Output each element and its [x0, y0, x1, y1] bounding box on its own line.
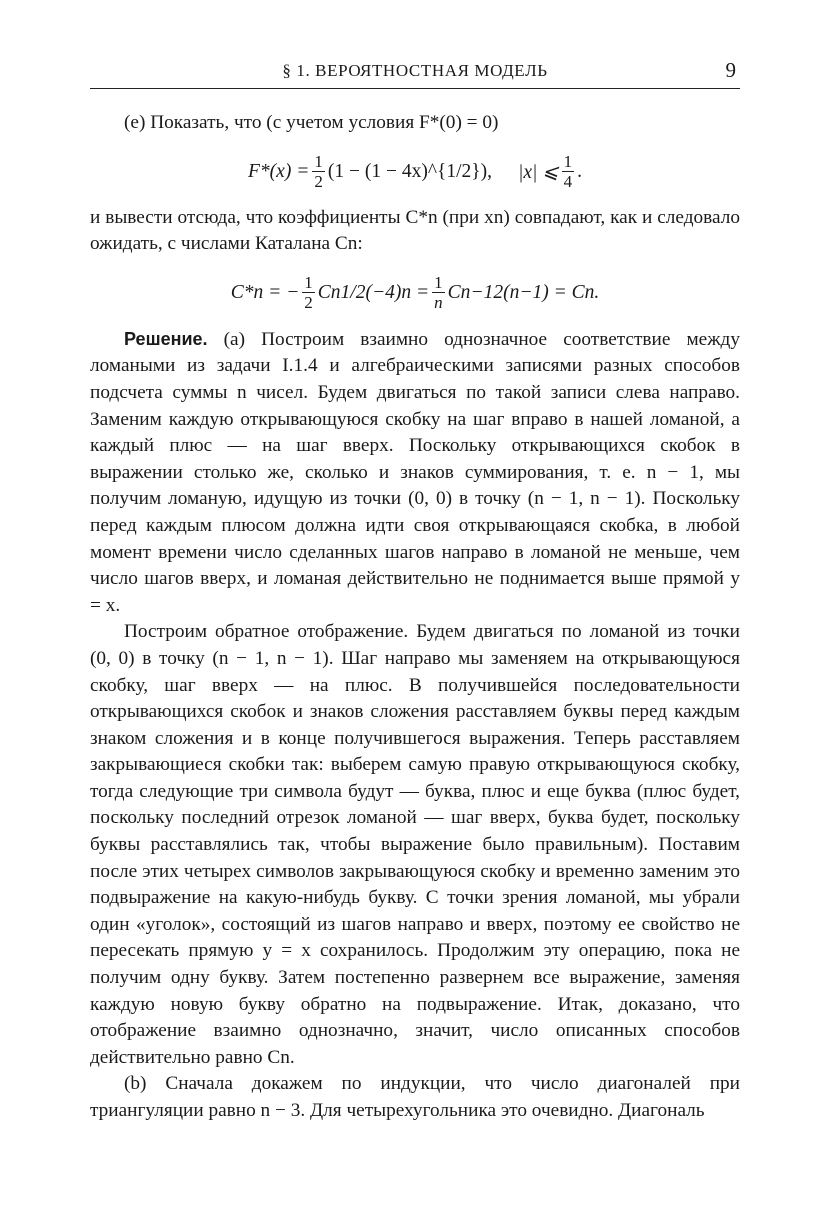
eq1-lhs: F*(x) = — [248, 160, 310, 182]
eq1-body: (1 − (1 − 4x)^{1/2}), — [327, 160, 492, 182]
running-header — [90, 58, 740, 89]
solution-paragraph-a — [90, 326, 740, 620]
eq2-lhs: C*n = − — [230, 281, 300, 303]
equation-catalan — [90, 266, 740, 320]
equation-generating-function: F*(x) = $\frac{1}{2}$ (1 − (1 − 4x)^{1/2}), |x| ⩽ $\frac{1}{4}$ . — [248, 152, 582, 192]
eq1-half-fraction: $\frac{1}{2}$ — [314, 152, 323, 192]
solution-text-a: (a) Построим взаимно однозначное соответствие между ломаными из задачи I.1.4 и алгебраическими записями разных способов подсчета суммы n чисел. Будем двигаться по такой записи слева направо. Заменим каждую открывающуюся скобку на шаг вправо в нашей ломаной, а каждый плюс — на шаг вверх. Поскольку открывающихся скобок в выражении столько же, сколько и знаков суммирования, т. е. n − 1, мы получим ломаную, идущую из точки (0, 0) в точку (n − 1, n − 1). Поскольку перед каждым плюсом должна идти своя открывающаяся скобка, в любой момент времени число сделанных шагов направо в ломаной не меньше, чем число шагов вверх, и ломаная действительно не поднимается выше прямой y = x. — [90, 328, 740, 616]
eq2-one-over-n: $\frac{1}{n}$ — [434, 273, 443, 313]
solution-paragraph-b: (b) Сначала докажем по индукции, что число диагоналей при триангуляции равно n − 3. Для четырехугольника это очевидно. Диагональ — [90, 1073, 740, 1121]
problem-intro: (e) Показать, что (с учетом условия F*(0) = 0) — [124, 112, 499, 133]
solution-label: Решение. — [124, 328, 208, 349]
derive-text: и вывести отсюда, что коэффициенты C*n (при xn) совпадают, как и следовало ожидать, с числами Каталана Cn: — [90, 206, 740, 255]
eq1-quarter-fraction: $\frac{1}{4}$ — [563, 152, 573, 192]
page-body — [90, 108, 740, 1125]
eq2-half-fraction: $\frac{1}{2}$ — [304, 273, 313, 313]
eq2-rhs: Cn−12(n−1) = Cn. — [447, 281, 600, 303]
section-title: § 1. ВЕРОЯТНОСТНАЯ МОДЕЛЬ — [282, 61, 548, 80]
eq2-binomial: Cn1/2(−4)n = — [317, 281, 430, 303]
page-number: 9 — [725, 58, 736, 82]
eq1-condition: |x| ⩽ — [518, 161, 559, 183]
solution-paragraph-inverse: Построим обратное отображение. Будем двигаться по ломаной из точки (0, 0) в точку (n − 1, n − 1). Шаг направо мы заменяем на открывающуюся скобку, шаг вверх — на плюс. В получившейся последовательности открывающихся скобок и знаков сложения расставляем буквы перед каждым знаком сложения и в конце получившегося выражения. Теперь расставляем закрывающиеся скобки так: выберем самую правую открывающуюся скобку, тогда следующие три символа будут — буква, плюс и еще буква (плюс будет, поскольку последний отрезок ломаной — шаг вверх, буква будет, поскольку буквы расставлялись так, чтобы выражение было правильным). Поставим после этих четырех символов закрывающуюся скобку и временно заменим это подвыражение на какую-нибудь букву. С точки зрения ломаной, мы убрали один «уголок», состоящий из шагов направо и вверх, поэтому ее свойство не пересекать прямую y = x сохранилось. Продолжим эту операцию, пока не получим одну букву. Затем постепенно развернем все выражение, заменяя каждую новую букву обратно на подвыражение. Итак, доказано, что отображение взаимно однозначно, значит, число описанных способов действительно равно Cn. — [90, 621, 740, 1068]
